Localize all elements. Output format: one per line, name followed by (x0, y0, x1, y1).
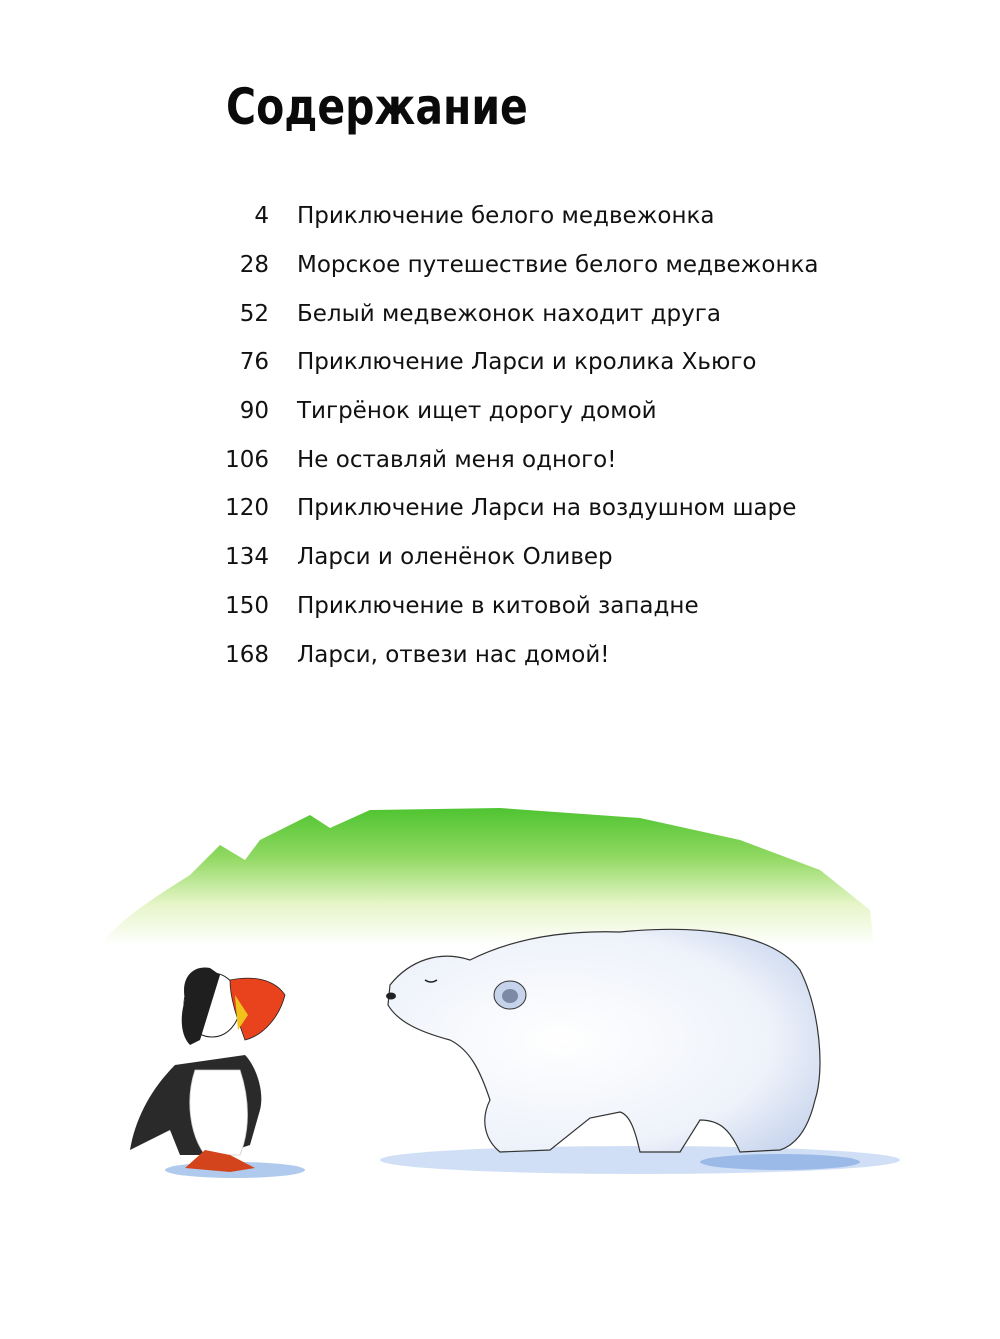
toc-entry-title: Белый медвежонок находит друга (297, 301, 721, 327)
toc-page-number: 28 (239, 252, 269, 278)
toc-page-number: 168 (225, 642, 269, 668)
toc-entry-title: Приключение в китовой западне (297, 593, 699, 619)
toc-entry[interactable] (0, 391, 1000, 431)
illustration-puffin-and-bear (80, 800, 980, 1190)
toc-page-number: 120 (225, 495, 269, 521)
polar-bear-icon (386, 929, 820, 1152)
toc-entry[interactable] (0, 294, 1000, 334)
toc-entry-title: Тигрёнок ищет дорогу домой (297, 398, 657, 424)
toc-entry[interactable] (0, 342, 1000, 382)
toc-page-number: 134 (225, 544, 269, 570)
toc-entry[interactable] (0, 537, 1000, 577)
page-title: Содержание (226, 78, 528, 136)
toc-entry-title: Приключение Ларси и кролика Хьюго (297, 349, 757, 375)
toc-entry[interactable] (0, 440, 1000, 480)
watercolor-scene-icon (80, 800, 980, 1190)
toc-entry-title: Ларси, отвези нас домой! (297, 642, 610, 668)
toc-entry[interactable] (0, 586, 1000, 626)
toc-page-number: 90 (239, 398, 269, 424)
toc-entry-title: Ларси и оленёнок Оливер (297, 544, 613, 570)
toc-entry-title: Приключение Ларси на воздушном шаре (297, 495, 797, 521)
toc-entry-title: Не оставляй меня одного! (297, 447, 617, 473)
toc-page-number: 76 (239, 349, 269, 375)
toc-entry[interactable] (0, 488, 1000, 528)
toc-page-number: 106 (225, 447, 269, 473)
toc-entry-title: Приключение белого медвежонка (297, 203, 715, 229)
toc-entry[interactable] (0, 635, 1000, 675)
toc-entry-title: Морское путешествие белого медвежонка (297, 252, 819, 278)
toc-page-number: 150 (225, 593, 269, 619)
toc-entry[interactable] (0, 196, 1000, 236)
toc-page-number: 4 (254, 203, 269, 229)
toc-entry[interactable] (0, 245, 1000, 285)
toc-page-number: 52 (239, 301, 269, 327)
